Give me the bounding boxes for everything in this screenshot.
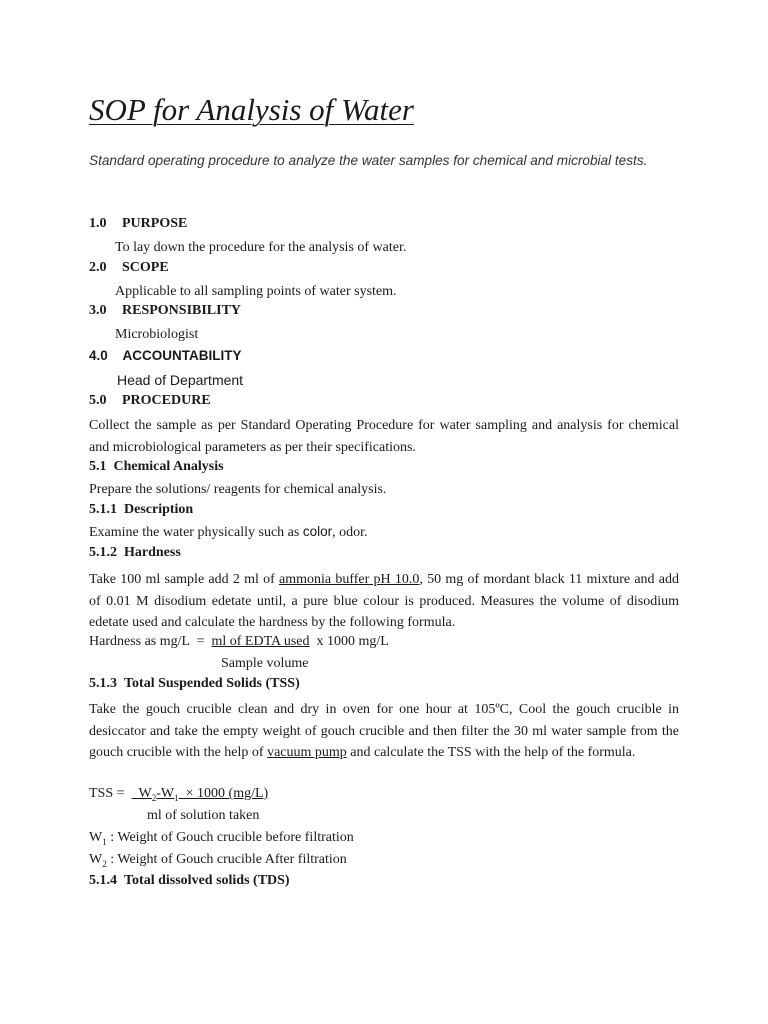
w1-definition: $W_1$ : Weight of Gouch crucible before filtration <box>89 830 354 847</box>
color-word: color <box>302 524 333 539</box>
heading-tss: 5.1.3 Total Suspended Solids (TSS) <box>89 676 300 691</box>
document-title: SOP for Analysis of Water <box>89 92 414 127</box>
tss-formula-numerator: $W_2-W_1 \times 1000$ (mg/L) <box>138 786 269 803</box>
chemical-analysis-text: Prepare the solutions/ reagents for chemical analysis. <box>89 482 387 497</box>
heading-scope: 2.0 SCOPE <box>89 260 169 275</box>
purpose-text: To lay down the procedure for the analysis of water. <box>115 240 407 255</box>
responsibility-text: Microbiologist <box>115 327 199 342</box>
tss-formula-denominator: ml of solution taken <box>147 808 260 823</box>
procedure-text: Collect the sample as per Standard Operating Procedure for water sampling and analysis for chemical and microbiological parameters as per their specifications. <box>89 418 679 455</box>
document-subtitle: Standard operating procedure to analyze the water samples for chemical and microbial tests. <box>89 153 648 168</box>
tss-formula: TSS = $W_2-W_1 \times 1000$ (mg/L) <box>89 786 269 803</box>
heading-accountability: 4.0 ACCOUNTABILITY <box>89 348 242 363</box>
heading-purpose: 1.0 PURPOSE <box>89 216 188 231</box>
heading-hardness: 5.1.2 Hardness <box>89 545 181 560</box>
accountability-text: Head of Department <box>117 372 244 388</box>
ammonia-buffer-link: ammonia buffer pH 10.0 <box>279 572 420 587</box>
w2-definition: $W_2$ : Weight of Gouch crucible After filtration <box>89 852 347 869</box>
description-text: Examine the water physically such as color, odor. <box>89 524 368 540</box>
hardness-formula-denominator: Sample volume <box>221 656 309 671</box>
heading-chemical-analysis: 5.1 Chemical Analysis <box>89 459 224 474</box>
hardness-formula-numerator: ml of EDTA used <box>211 634 310 649</box>
scope-text: Applicable to all sampling points of water system. <box>115 284 397 299</box>
hardness-text: Take 100 ml sample add 2 ml of ammonia buffer pH 10.0, 50 mg of mordant black 11 mixture and add of 0.01 M disodium edetate until, a pure blue colour is produced. Measures the volume of disodium edetate used and calculate the hardness by the following formula. <box>89 572 679 630</box>
hardness-formula: Hardness as mg/L = ml of EDTA used x 1000 mg/L <box>89 634 389 649</box>
vacuum-pump-link: vacuum pump <box>267 745 347 760</box>
tss-text: Take the gouch crucible clean and dry in oven for one hour at 105ºC, Cool the gouch crucible in desiccator and take the empty weight of gouch crucible and then filter the 30 ml water sample from the gouch crucible with the help of vacuum pump and calculate the TSS with the help of the formula. <box>89 702 679 760</box>
heading-description: 5.1.1 Description <box>89 502 194 517</box>
heading-procedure: 5.0 PROCEDURE <box>89 393 211 408</box>
heading-responsibility: 3.0 RESPONSIBILITY <box>89 303 242 318</box>
heading-tds: 5.1.4 Total dissolved solids (TDS) <box>89 873 290 888</box>
